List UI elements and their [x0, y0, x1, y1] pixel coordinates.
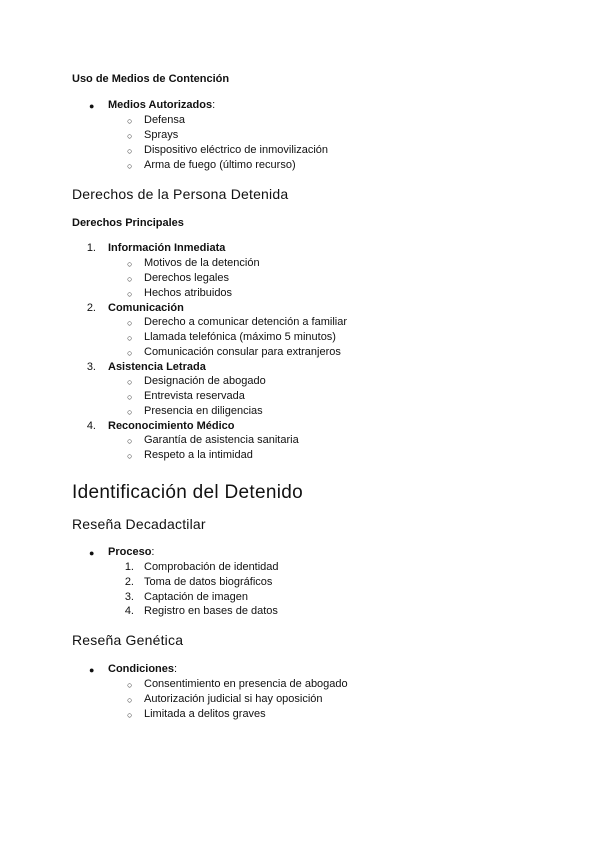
- list-item-step: Comprobación de identidad: [144, 561, 279, 573]
- list-item-condicion: Autorización judicial si hay oposición: [144, 693, 323, 705]
- condiciones-colon: :: [174, 663, 178, 675]
- list-item-medio: Sprays: [144, 129, 179, 141]
- list-number: 2.: [86, 302, 96, 314]
- bullet-circle-icon: ○: [127, 274, 133, 284]
- proceso-item: [108, 546, 154, 558]
- bullet-circle-icon: ○: [127, 451, 133, 461]
- bullet-disc-icon: ●: [89, 101, 95, 111]
- list-item-derecho: Garantía de asistencia sanitaria: [144, 434, 299, 446]
- derecho-title: Comunicación: [108, 302, 184, 314]
- list-item-derecho: Motivos de la detención: [144, 257, 260, 269]
- list-item-medio: Arma de fuego (último recurso): [144, 159, 296, 171]
- proceso-colon: :: [151, 546, 155, 558]
- list-number: 1.: [86, 242, 96, 254]
- list-item-derecho: Presencia en diligencias: [144, 405, 263, 417]
- list-item-step: Registro en bases de datos: [144, 605, 278, 617]
- proceso-label: Proceso: [108, 546, 152, 558]
- condiciones-label: Condiciones: [108, 663, 175, 675]
- bullet-disc-icon: ●: [89, 548, 95, 558]
- bullet-circle-icon: ○: [127, 116, 133, 126]
- section-heading-uso-medios: Uso de Medios de Contención: [72, 73, 230, 85]
- list-item-derecho: Llamada telefónica (máximo 5 minutos): [144, 331, 336, 343]
- list-number: 4.: [86, 420, 96, 432]
- list-item-derecho: Comunicación consular para extranjeros: [144, 346, 341, 358]
- bullet-circle-icon: ○: [127, 392, 133, 402]
- bullet-circle-icon: ○: [127, 333, 133, 343]
- list-item-derecho: Entrevista reservada: [144, 390, 245, 402]
- bullet-circle-icon: ○: [127, 407, 133, 417]
- list-item-condicion: Consentimiento en presencia de abogado: [144, 678, 348, 690]
- list-number: 2.: [124, 576, 134, 588]
- list-number: 1.: [124, 561, 134, 573]
- list-item-derecho: Derechos legales: [144, 272, 229, 284]
- bullet-circle-icon: ○: [127, 436, 133, 446]
- subheading-decadactilar: Reseña Decadactilar: [72, 516, 206, 532]
- medios-autorizados-item: [108, 99, 215, 111]
- list-item-condicion: Limitada a delitos graves: [144, 708, 266, 720]
- medios-colon: :: [212, 99, 216, 111]
- medios-autorizados-label: Medios Autorizados: [108, 99, 213, 111]
- derecho-title: Información Inmediata: [108, 242, 226, 254]
- bullet-circle-icon: ○: [127, 146, 133, 156]
- list-item-derecho: Hechos atribuidos: [144, 287, 233, 299]
- list-item-medio: Defensa: [144, 114, 185, 126]
- list-number: 4.: [124, 605, 134, 617]
- bullet-circle-icon: ○: [127, 680, 133, 690]
- derecho-title: Asistencia Letrada: [108, 361, 206, 373]
- bullet-circle-icon: ○: [127, 710, 133, 720]
- bullet-circle-icon: ○: [127, 161, 133, 171]
- list-item-step: Captación de imagen: [144, 591, 248, 603]
- subheading-derechos-principales: Derechos Principales: [72, 217, 184, 229]
- bullet-circle-icon: ○: [127, 318, 133, 328]
- bullet-circle-icon: ○: [127, 695, 133, 705]
- derecho-title: Reconocimiento Médico: [108, 420, 235, 432]
- list-item-medio: Dispositivo eléctrico de inmovilización: [144, 144, 329, 156]
- list-item-derecho: Derecho a comunicar detención a familiar: [144, 316, 347, 328]
- subheading-genetica: Reseña Genética: [72, 632, 184, 648]
- section-heading-identificacion: Identificación del Detenido: [72, 482, 303, 503]
- bullet-circle-icon: ○: [127, 348, 133, 358]
- list-number: 3.: [86, 361, 96, 373]
- list-item-step: Toma de datos biográficos: [144, 576, 273, 588]
- condiciones-item: [108, 663, 177, 675]
- bullet-circle-icon: ○: [127, 131, 133, 141]
- section-heading-derechos: Derechos de la Persona Detenida: [72, 186, 289, 202]
- list-item-derecho: Respeto a la intimidad: [144, 449, 253, 461]
- list-item-derecho: Designación de abogado: [144, 375, 266, 387]
- bullet-disc-icon: ●: [89, 665, 95, 675]
- bullet-circle-icon: ○: [127, 289, 133, 299]
- list-number: 3.: [124, 591, 134, 603]
- bullet-circle-icon: ○: [127, 377, 133, 387]
- bullet-circle-icon: ○: [127, 259, 133, 269]
